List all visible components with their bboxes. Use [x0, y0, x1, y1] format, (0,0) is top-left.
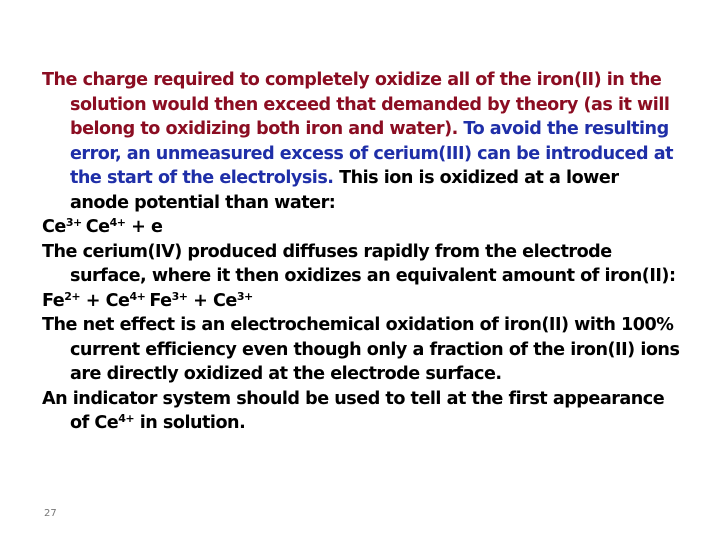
charge-4plus: 4+ — [109, 216, 126, 229]
plus-sign: + — [80, 290, 106, 311]
cerium-symbol: Ce — [105, 290, 130, 311]
text-red-segment: The charge required to completely oxidize all of the iron(II) in the solution would then exceed that demanded by theory (as it will belong to oxidizing both iron and water). — [42, 70, 670, 139]
iron-symbol: Fe — [42, 290, 65, 311]
paragraph-indicator-system — [42, 387, 682, 436]
equation-cerium-oxidation — [42, 215, 682, 240]
charge-3plus: 3+ — [236, 289, 253, 303]
charge-4plus: 4+ — [129, 289, 146, 303]
plus-sign: + — [187, 290, 213, 311]
equation-iron-oxidation — [42, 289, 682, 314]
charge-2plus: 2+ — [64, 289, 81, 303]
text-blue-segment: To avoid the resulting error, an unmeasured excess of cerium(III) can be introduced at the start of the electrolysis. — [70, 119, 673, 188]
indicator-text-end: in solution. — [134, 413, 246, 433]
paragraph-charge-explanation — [42, 68, 682, 215]
paragraph-cerium-diffusion: The cerium(IV) produced diffuses rapidly from the electrode surface, where it then oxidizes an equivalent amount of iron(II): — [42, 241, 676, 286]
indicator-text: An indicator system should be used to tell at the first appearance of Ce — [42, 388, 665, 433]
charge-3plus: 3+ — [65, 216, 82, 229]
cerium-symbol: Ce — [42, 217, 66, 237]
charge-4plus: 4+ — [118, 412, 135, 425]
cerium-symbol: Ce — [85, 217, 110, 237]
charge-3plus: 3+ — [171, 289, 188, 303]
page-number: 27 — [44, 508, 57, 519]
iron-symbol: Fe — [149, 290, 172, 311]
cerium-symbol: Ce — [212, 290, 237, 311]
slide-body — [42, 68, 682, 436]
text-black-segment: This ion is oxidized at a lower anode potential than water: — [70, 168, 619, 213]
paragraph-net-effect: The net effect is an electrochemical oxidation of iron(II) with 100% current efficiency even though only a fraction of the iron(II) ions are directly oxidized at the electrode surface. — [42, 315, 680, 384]
electron-term: + e — [131, 217, 163, 237]
